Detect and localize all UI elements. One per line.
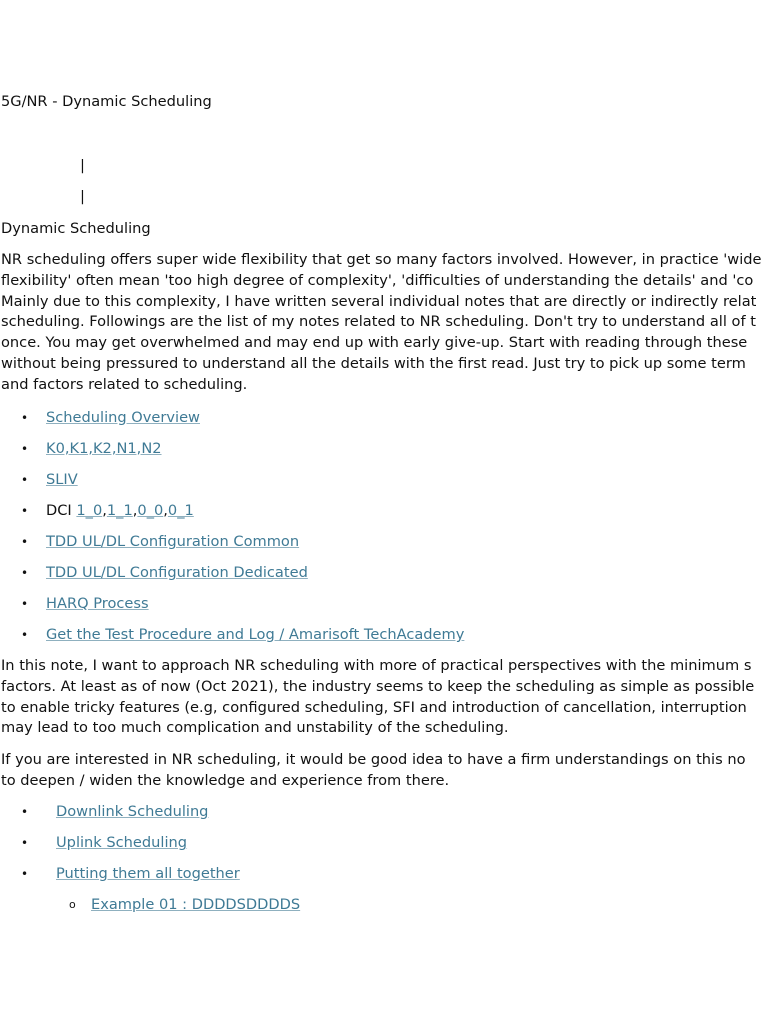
paragraph-line: NR scheduling offers super wide flexibility that get so many factors involved. However, in practice 'wide bbox=[1, 251, 762, 268]
bullet-icon: • bbox=[21, 597, 29, 611]
link-tdd-config-dedicated[interactable]: TDD UL/DL Configuration Dedicated bbox=[46, 564, 308, 581]
circle-bullet-icon: o bbox=[69, 898, 76, 911]
intro-paragraph bbox=[1, 250, 768, 396]
link-k0-k1-k2-n1-n2[interactable]: K0,K1,K2,N1,N2 bbox=[46, 440, 162, 457]
paragraph-line: once. You may get overwhelmed and may end up with early give-up. Start with reading through these bbox=[1, 334, 748, 352]
page-title: 5G/NR - Dynamic Scheduling bbox=[1, 93, 212, 110]
paragraph-line: If you are interested in NR scheduling, it would be good idea to have a firm understandings on this no bbox=[1, 751, 746, 768]
link-example-01[interactable]: Example 01 : DDDDSDDDDS bbox=[91, 896, 301, 913]
link-uplink-scheduling[interactable]: Uplink Scheduling bbox=[56, 834, 188, 851]
paragraph-line: to deepen / widen the knowledge and experience from there. bbox=[1, 771, 450, 789]
link-tdd-config-common[interactable]: TDD UL/DL Configuration Common bbox=[46, 533, 300, 550]
link-dci-0-0[interactable]: 0_0 bbox=[137, 502, 164, 519]
comma: , bbox=[132, 502, 138, 519]
paragraph-line: factors. At least as of now (Oct 2021), the industry seems to keep the scheduling as simple as possible bbox=[1, 677, 755, 695]
interest-paragraph bbox=[1, 750, 768, 792]
link-harq-process[interactable]: HARQ Process bbox=[46, 595, 149, 612]
bullet-icon: • bbox=[21, 566, 29, 580]
link-scheduling-overview[interactable]: Scheduling Overview bbox=[46, 409, 200, 426]
comma: , bbox=[163, 502, 168, 519]
link-dci-1-0[interactable]: 1_0 bbox=[76, 502, 103, 519]
bullet-icon: • bbox=[21, 411, 29, 425]
link-dci-1-1[interactable]: 1_1 bbox=[106, 502, 133, 519]
dci-label: DCI bbox=[46, 502, 77, 519]
paragraph-line: without being pressured to understand all the details with the first read. Just try to pick up some term bbox=[1, 354, 746, 372]
comma: , bbox=[102, 502, 107, 519]
bullet-icon: • bbox=[21, 867, 29, 881]
link-downlink-scheduling[interactable]: Downlink Scheduling bbox=[56, 803, 209, 820]
approach-paragraph bbox=[1, 656, 768, 739]
paragraph-line: and factors related to scheduling. bbox=[1, 375, 248, 393]
bullet-icon: • bbox=[21, 442, 29, 456]
bullet-icon: • bbox=[21, 535, 29, 549]
link-sliv[interactable]: SLIV bbox=[46, 471, 78, 488]
paragraph-line: may lead to too much complication and unstability of the scheduling. bbox=[1, 719, 509, 737]
paragraph-line: In this note, I want to approach NR scheduling with more of practical perspectives with the minimum s bbox=[1, 657, 752, 674]
paragraph-line: Mainly due to this complexity, I have written several individual notes that are directly or indirectly relat bbox=[1, 292, 757, 310]
paragraph-line: scheduling. Followings are the list of my notes related to NR scheduling. Don't try to understand all of t bbox=[1, 313, 756, 331]
paragraph-line: to enable tricky features (e.g, configured scheduling, SFI and introduction of cancellation, interruption bbox=[1, 698, 747, 716]
separator-bar: | bbox=[80, 188, 85, 205]
bullet-icon: • bbox=[21, 473, 29, 487]
link-putting-together[interactable]: Putting them all together bbox=[56, 865, 240, 882]
link-amarisoft-techacademy[interactable]: Get the Test Procedure and Log / Amarisoft TechAcademy bbox=[46, 626, 465, 643]
bullet-icon: • bbox=[21, 504, 29, 518]
section-heading: Dynamic Scheduling bbox=[1, 220, 151, 237]
bullet-icon: • bbox=[21, 836, 29, 850]
bullet-icon: • bbox=[21, 805, 29, 819]
bullet-icon: • bbox=[21, 628, 29, 642]
link-dci-0-1[interactable]: 0_1 bbox=[167, 502, 194, 519]
paragraph-line: flexibility' often mean 'too high degree of complexity', 'difficulties of understanding the details' and 'co bbox=[1, 271, 754, 289]
separator-bar: | bbox=[80, 157, 85, 174]
